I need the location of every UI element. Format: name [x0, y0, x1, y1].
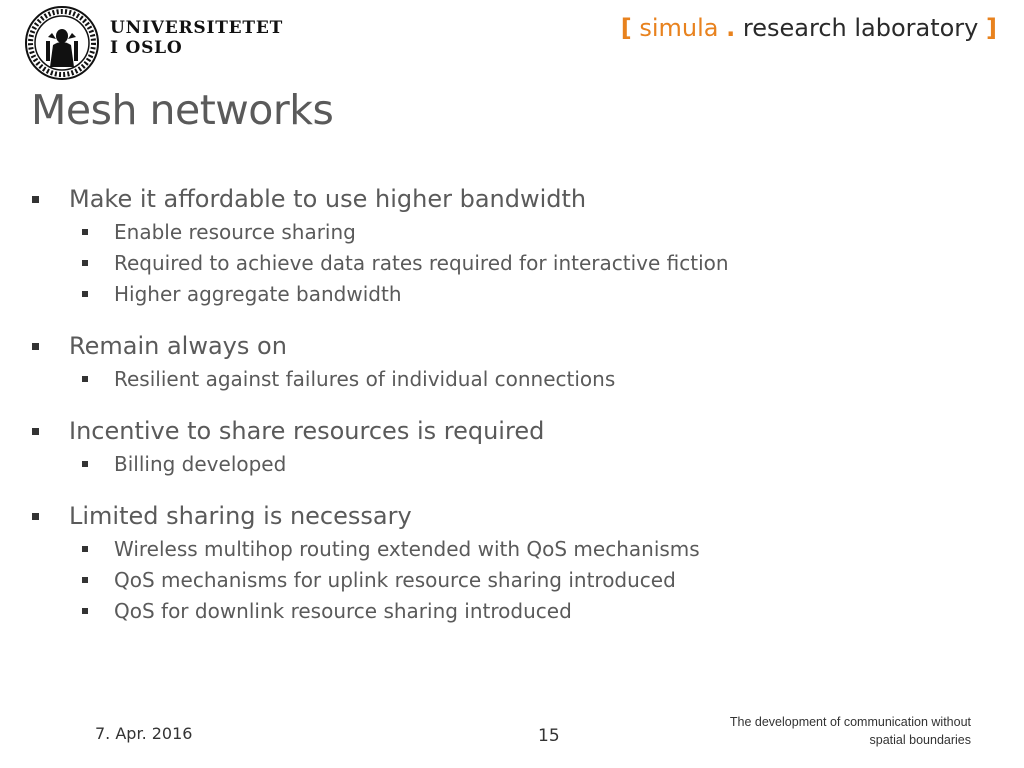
bullet-text: Limited sharing is necessary — [69, 502, 412, 530]
sub-bullet-list — [32, 363, 729, 394]
simula-name: simula — [639, 14, 719, 42]
square-bullet-icon — [82, 608, 88, 614]
sub-bullet-item — [82, 533, 729, 564]
sub-bullet-item — [82, 216, 729, 247]
sub-bullet-text: Resilient against failures of individual connections — [114, 366, 616, 391]
bullet-item — [32, 182, 729, 309]
sub-bullet-item — [82, 363, 729, 394]
footer-description-line1: The development of communication without — [729, 715, 971, 729]
square-bullet-icon — [32, 513, 39, 520]
square-bullet-icon — [32, 428, 39, 435]
bullet-item — [32, 499, 729, 626]
square-bullet-icon — [82, 546, 88, 552]
bullet-list — [32, 182, 729, 646]
sub-bullet-text: Required to achieve data rates required for interactive fiction — [114, 250, 729, 275]
simula-research-laboratory: research laboratory — [742, 14, 979, 42]
sub-bullet-text: QoS for downlink resource sharing introduced — [114, 598, 572, 623]
sub-bullet-item — [82, 278, 729, 309]
footer-date: 7. Apr. 2016 — [95, 724, 193, 743]
square-bullet-icon — [82, 376, 88, 382]
university-seal-icon — [24, 5, 100, 81]
bullet-item — [32, 329, 729, 394]
sub-bullet-item — [82, 595, 729, 626]
sub-bullet-item — [82, 448, 729, 479]
sub-bullet-text: Wireless multihop routing extended with QoS mechanisms — [114, 536, 700, 561]
university-name — [110, 18, 283, 58]
slide-title: Mesh networks — [31, 86, 334, 134]
simula-bracket-close: ] — [986, 14, 997, 42]
square-bullet-icon — [32, 196, 39, 203]
bullet-text: Remain always on — [69, 332, 287, 360]
sub-bullet-text: QoS mechanisms for uplink resource sharing introduced — [114, 567, 676, 592]
square-bullet-icon — [82, 229, 88, 235]
sub-bullet-text: Enable resource sharing — [114, 219, 356, 244]
university-name-line1: UNIVERSITETET — [110, 18, 284, 38]
simula-logo — [621, 14, 997, 42]
square-bullet-icon — [32, 343, 39, 350]
sub-bullet-item — [82, 564, 729, 595]
sub-bullet-item — [82, 247, 729, 278]
square-bullet-icon — [82, 291, 88, 297]
footer-description-line2: spatial boundaries — [869, 733, 971, 747]
sub-bullet-text: Billing developed — [114, 451, 287, 476]
page-number: 15 — [538, 726, 560, 746]
square-bullet-icon — [82, 260, 88, 266]
university-name-line2: I OSLO — [110, 38, 183, 58]
simula-bracket-open: [ — [620, 14, 632, 42]
sub-bullet-list — [32, 216, 729, 309]
sub-bullet-list — [32, 448, 729, 479]
bullet-text: Incentive to share resources is required — [69, 417, 545, 445]
square-bullet-icon — [82, 577, 88, 583]
footer-description — [730, 713, 971, 749]
simula-dot: . — [726, 14, 736, 42]
sub-bullet-list — [32, 533, 729, 626]
square-bullet-icon — [82, 461, 88, 467]
bullet-text: Make it affordable to use higher bandwidth — [69, 185, 587, 213]
sub-bullet-text: Higher aggregate bandwidth — [114, 281, 402, 306]
bullet-item — [32, 414, 729, 479]
